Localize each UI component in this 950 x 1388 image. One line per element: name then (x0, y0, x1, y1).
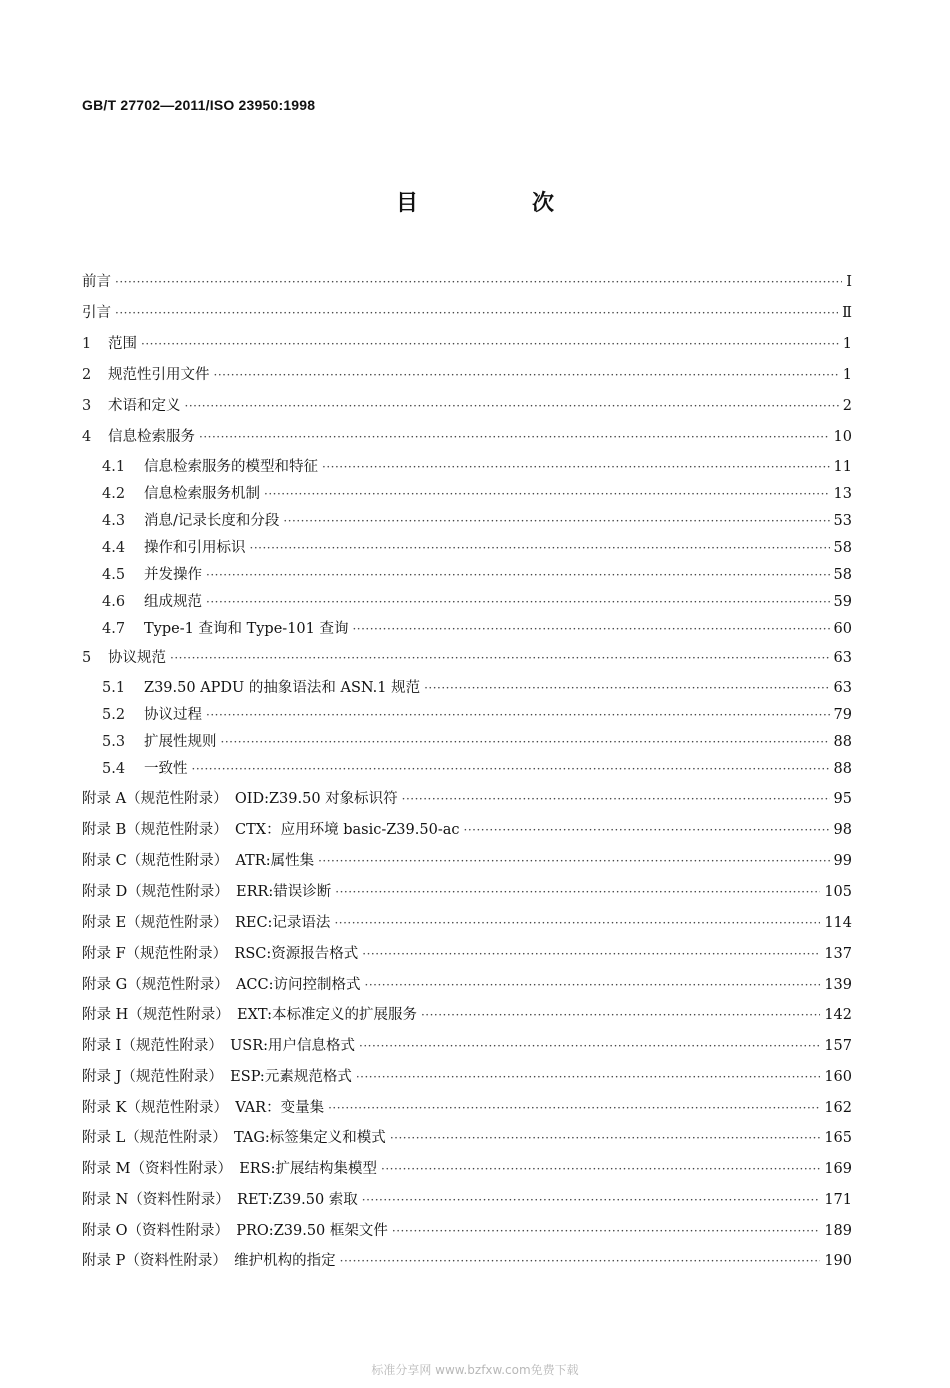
toc-entry-annex-h[interactable] (82, 1005, 852, 1025)
toc-entry-page: 142 (824, 1007, 852, 1023)
toc-entry-page: 165 (824, 1130, 852, 1146)
toc-entry-5[interactable] (82, 648, 852, 668)
toc-entry-page: 63 (833, 680, 852, 696)
toc-entry-page: Ⅰ (846, 274, 852, 290)
toc-entry-4-6[interactable] (102, 592, 852, 612)
toc-entry-page: 105 (824, 884, 852, 900)
toc-entry-page: 79 (833, 707, 852, 723)
toc-leader-dots (352, 619, 829, 639)
toc-entry-label: 附录 H（规范性附录） EXT:本标准定义的扩展服务 (82, 1007, 417, 1023)
toc-entry-label: 附录 B（规范性附录） CTX：应用环境 basic-Z39.50-ac (82, 822, 460, 838)
toc-entry-page: Ⅱ (842, 305, 852, 321)
toc-entry-page: 53 (833, 513, 852, 529)
toc-entry-4-3[interactable] (102, 511, 852, 531)
toc-entry-page: 169 (824, 1161, 852, 1177)
toc-entry-number: 4.5 (102, 567, 126, 583)
toc-entry-page: 58 (833, 540, 852, 556)
toc-leader-dots (206, 565, 830, 585)
toc-entry-2[interactable] (82, 365, 852, 385)
toc-entry-label: 附录 C（规范性附录） ATR:属性集 (82, 853, 315, 869)
toc-entry-page: 190 (824, 1253, 852, 1269)
toc-entry-page: 137 (824, 946, 852, 962)
toc-entry-number: 5 (82, 650, 92, 666)
toc-leader-dots (318, 851, 829, 871)
toc-leader-dots (141, 334, 839, 354)
toc-entry-4-4[interactable] (102, 538, 852, 558)
toc-leader-dots (340, 1251, 821, 1271)
toc-entry-page: 58 (833, 567, 852, 583)
toc-entry-label: 范围 (108, 336, 137, 352)
toc-entry-5-1[interactable] (102, 678, 852, 698)
toc-entry-annex-m[interactable] (82, 1159, 852, 1179)
toc-entry-label: Z39.50 APDU 的抽象语法和 ASN.1 规范 (144, 680, 421, 696)
toc-entry-label: 附录 D（规范性附录） ERR:错误诊断 (82, 884, 332, 900)
toc-leader-dots (192, 759, 830, 779)
toc-entry-3[interactable] (82, 396, 852, 416)
toc-entry-label: 附录 L（规范性附录） TAG:标签集定义和模式 (82, 1130, 386, 1146)
toc-entry-label: 附录 O（资料性附录） PRO:Z39.50 框架文件 (82, 1223, 388, 1239)
toc-entry-page: 1 (842, 367, 852, 383)
toc-leader-dots (392, 1221, 820, 1241)
toc-leader-dots (424, 678, 829, 698)
toc-entry-number: 5.4 (102, 761, 126, 777)
toc-entry-page: 88 (833, 734, 852, 750)
toc-leader-dots (206, 592, 830, 612)
toc-leader-dots (421, 1005, 820, 1025)
toc-entry-page: 162 (824, 1100, 852, 1116)
toc-entry-number: 4.6 (102, 594, 126, 610)
toc-entry-foreword[interactable] (82, 272, 852, 292)
toc-entry-number: 4.2 (102, 486, 126, 502)
toc-leader-dots (322, 457, 830, 477)
toc-entry-page: 99 (833, 853, 852, 869)
toc-entry-label: 附录 F（规范性附录） RSC:资源报告格式 (82, 946, 359, 962)
toc-entry-label: 协议规范 (108, 650, 166, 666)
toc-entry-label: 一致性 (144, 761, 188, 777)
toc-entry-4-1[interactable] (102, 457, 852, 477)
toc-leader-dots (365, 975, 821, 995)
toc-entry-page: 1 (842, 336, 852, 352)
toc-entry-number: 4.3 (102, 513, 126, 529)
toc-leader-dots (402, 789, 830, 809)
toc-entry-annex-k[interactable] (82, 1098, 852, 1118)
toc-entry-number: 4.1 (102, 459, 126, 475)
toc-leader-dots (334, 913, 820, 933)
toc-entry-page: 171 (824, 1192, 852, 1208)
toc-entry-label: 协议过程 (144, 707, 202, 723)
toc-entry-annex-i[interactable] (82, 1036, 852, 1056)
toc-entry-label: 术语和定义 (108, 398, 181, 414)
toc-entry-label: Type-1 查询和 Type-101 查询 (144, 621, 349, 637)
toc-entry-annex-f[interactable] (82, 944, 852, 964)
toc-leader-dots (464, 820, 830, 840)
toc-entry-label: 附录 M（资料性附录） ERS:扩展结构集模型 (82, 1161, 378, 1177)
toc-entry-label: 附录 G（规范性附录） ACC:访问控制格式 (82, 977, 361, 993)
toc-entry-page: 157 (824, 1038, 852, 1054)
toc-leader-dots (283, 511, 829, 531)
toc-leader-dots (206, 705, 830, 725)
toc-leader-dots (199, 427, 830, 447)
toc-entry-page: 2 (842, 398, 852, 414)
toc-entry-label: 操作和引用标识 (144, 540, 246, 556)
toc-entry-label: 信息检索服务的模型和特征 (144, 459, 318, 475)
toc-leader-dots (170, 648, 830, 668)
toc-entry-number: 4.7 (102, 621, 126, 637)
toc-entry-annex-a[interactable] (82, 789, 852, 809)
toc-entry-number: 5.2 (102, 707, 126, 723)
toc-leader-dots (390, 1128, 821, 1148)
toc-entry-page: 13 (833, 486, 852, 502)
toc-leader-dots (362, 944, 820, 964)
toc-entry-annex-p[interactable] (82, 1251, 852, 1271)
toc-entry-number: 2 (82, 367, 92, 383)
toc-entry-page: 139 (824, 977, 852, 993)
toc-entry-5-4[interactable] (102, 759, 852, 779)
toc-entry-4[interactable] (82, 427, 852, 447)
toc-entry-number: 4 (82, 429, 92, 445)
toc-entry-label: 扩展性规则 (144, 734, 217, 750)
toc-entry-introduction[interactable] (82, 303, 852, 323)
toc-entry-label: 附录 A（规范性附录） OID:Z39.50 对象标识符 (82, 791, 398, 807)
toc-entry-page: 11 (833, 459, 852, 475)
footer-watermark: 标准分享网 www.bzfxw.com免费下载 (371, 1363, 579, 1377)
toc-leader-dots (328, 1098, 820, 1118)
toc-leader-dots (335, 882, 820, 902)
toc-entry-page: 114 (824, 915, 852, 931)
toc-leader-dots (115, 303, 838, 323)
toc-entry-page: 59 (833, 594, 852, 610)
toc-entry-page: 88 (833, 761, 852, 777)
toc-entry-1[interactable] (82, 334, 852, 354)
toc-entry-page: 160 (824, 1069, 852, 1085)
toc-entry-label: 并发操作 (144, 567, 202, 583)
toc-entry-annex-j[interactable] (82, 1067, 852, 1087)
toc-entry-label: 附录 E（规范性附录） REC:记录语法 (82, 915, 331, 931)
standard-code: GB/T 27702—2011/ISO 23950:1998 (82, 97, 316, 113)
toc-entry-label: 附录 J（规范性附录） ESP:元素规范格式 (82, 1069, 352, 1085)
toc-entry-page: 189 (824, 1223, 852, 1239)
toc-entry-page: 63 (833, 650, 852, 666)
page-title: 目 次 (395, 191, 600, 216)
toc-entry-page: 98 (833, 822, 852, 838)
toc-entry-number: 1 (82, 336, 92, 352)
toc-entry-number: 5.3 (102, 734, 126, 750)
toc-entry-annex-g[interactable] (82, 975, 852, 995)
toc-leader-dots (115, 272, 842, 292)
toc-entry-4-7[interactable] (102, 619, 852, 639)
toc-entry-page: 10 (833, 429, 852, 445)
toc-entry-annex-l[interactable] (82, 1128, 852, 1148)
toc-entry-5-3[interactable] (102, 732, 852, 752)
toc-entry-label: 消息/记录长度和分段 (144, 513, 280, 529)
toc-leader-dots (250, 538, 830, 558)
toc-entry-label: 附录 K（规范性附录） VAR：变量集 (82, 1100, 325, 1116)
toc-entry-label: 附录 I（规范性附录） USR:用户信息格式 (82, 1038, 356, 1054)
toc-leader-dots (381, 1159, 820, 1179)
toc-leader-dots (221, 732, 830, 752)
toc-entry-label: 引言 (82, 305, 111, 321)
toc-leader-dots (362, 1190, 821, 1210)
toc-entry-label: 信息检索服务 (108, 429, 195, 445)
toc-leader-dots (359, 1036, 820, 1056)
toc-entry-label: 信息检索服务机制 (144, 486, 260, 502)
toc-entry-page: 60 (833, 621, 852, 637)
toc-entry-annex-d[interactable] (82, 882, 852, 902)
toc-entry-label: 附录 P（资料性附录） 维护机构的指定 (82, 1253, 336, 1269)
toc-entry-annex-b[interactable] (82, 820, 852, 840)
toc-entry-4-5[interactable] (102, 565, 852, 585)
toc-entry-annex-o[interactable] (82, 1221, 852, 1241)
toc-entry-number: 4.4 (102, 540, 126, 556)
toc-entry-annex-n[interactable] (82, 1190, 852, 1210)
toc-entry-page: 95 (833, 791, 852, 807)
toc-entry-number: 3 (82, 398, 92, 414)
toc-entry-label: 前言 (82, 274, 111, 290)
toc-entry-label: 组成规范 (144, 594, 202, 610)
toc-leader-dots (185, 396, 839, 416)
toc-leader-dots (264, 484, 830, 504)
toc-entry-4-2[interactable] (102, 484, 852, 504)
toc-leader-dots (356, 1067, 820, 1087)
toc-entry-number: 5.1 (102, 680, 126, 696)
toc-leader-dots (214, 365, 839, 385)
toc-entry-label: 规范性引用文件 (108, 367, 210, 383)
toc-entry-label: 附录 N（资料性附录） RET:Z39.50 索取 (82, 1192, 358, 1208)
toc-entry-annex-c[interactable] (82, 851, 852, 871)
toc-entry-5-2[interactable] (102, 705, 852, 725)
toc-entry-annex-e[interactable] (82, 913, 852, 933)
